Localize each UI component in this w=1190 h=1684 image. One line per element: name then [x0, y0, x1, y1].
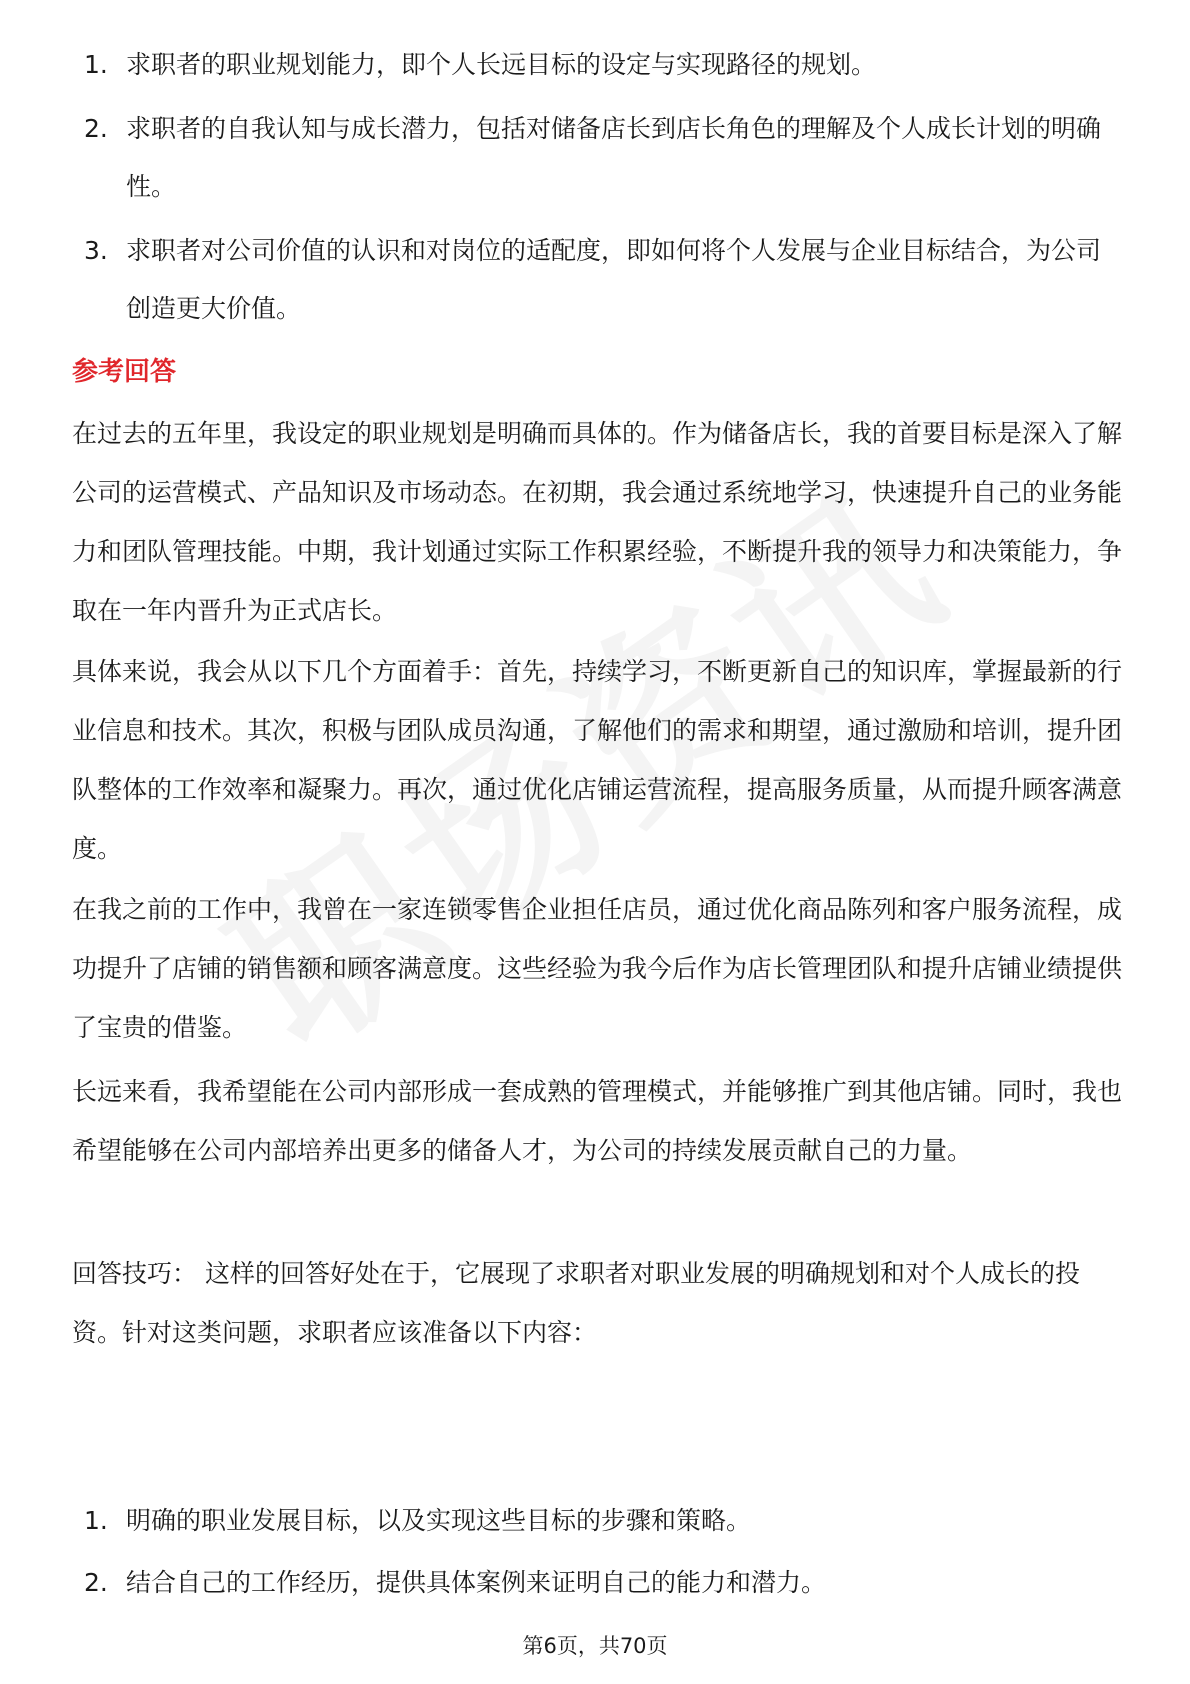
criteria-list [72, 36, 1122, 344]
list-item [72, 36, 1122, 94]
list-text: 求职者的职业规划能力，即个人长远目标的设定与实现路径的规划。 [126, 50, 877, 79]
paragraph: 长远来看，我希望能在公司内部形成一套成熟的管理模式，并能够推广到其他店铺。同时，我也希望能够在公司内部培养出更多的储备人才，为公司的持续发展贡献自己的力量。 [72, 1077, 1123, 1165]
section-title: 参考回答 [72, 357, 177, 387]
list-item [72, 1554, 1122, 1612]
paragraph: 具体来说，我会从以下几个方面着手：首先，持续学习，不断更新自己的知识库，掌握最新的行业信息和技术。其次，积极与团队成员沟通，了解他们的需求和期望，通过激励和培训，提升团队整体的工作效率和凝聚力。再次，通过优化店铺运营流程，提高服务质量，从而提升顾客满意度。 [72, 657, 1123, 863]
list-item [72, 1492, 1122, 1550]
list-text: 结合自己的工作经历，提供具体案例来证明自己的能力和潜力。 [126, 1568, 827, 1597]
paragraph: 回答技巧： 这样的回答好处在于，它展现了求职者对职业发展的明确规划和对个人成长的投资。针对这类问题，求职者应该准备以下内容： [72, 1259, 1080, 1347]
list-item [72, 222, 1122, 338]
paragraph: 在过去的五年里，我设定的职业规划是明确而具体的。作为储备店长，我的首要目标是深入了解公司的运营模式、产品知识及市场动态。在初期，我会通过系统地学习，快速提升自己的业务能力和团队管理技能。中期，我计划通过实际工作积累经验，不断提升我的领导力和决策能力，争取在一年内晋升为正式店长。 [72, 419, 1123, 625]
list-number: 3. [84, 236, 108, 265]
list-number: 2. [84, 1568, 108, 1597]
tips-list [72, 1492, 1122, 1616]
list-number: 2. [84, 114, 108, 143]
list-number: 1. [84, 50, 108, 79]
list-item [72, 100, 1122, 216]
page-footer: 第6页，共70页 [522, 1634, 668, 1658]
list-text: 求职者对公司价值的认识和对岗位的适配度，即如何将个人发展与企业目标结合，为公司创造更大价值。 [126, 236, 1102, 323]
list-text: 求职者的自我认知与成长潜力，包括对储备店长到店长角色的理解及个人成长计划的明确性。 [126, 114, 1102, 201]
paragraph: 在我之前的工作中，我曾在一家连锁零售企业担任店员，通过优化商品陈列和客户服务流程，成功提升了店铺的销售额和顾客满意度。这些经验为我今后作为店长管理团队和提升店铺业绩提供了宝贵的借鉴。 [72, 895, 1123, 1042]
list-number: 1. [84, 1506, 108, 1535]
list-text: 明确的职业发展目标，以及实现这些目标的步骤和策略。 [126, 1506, 752, 1535]
